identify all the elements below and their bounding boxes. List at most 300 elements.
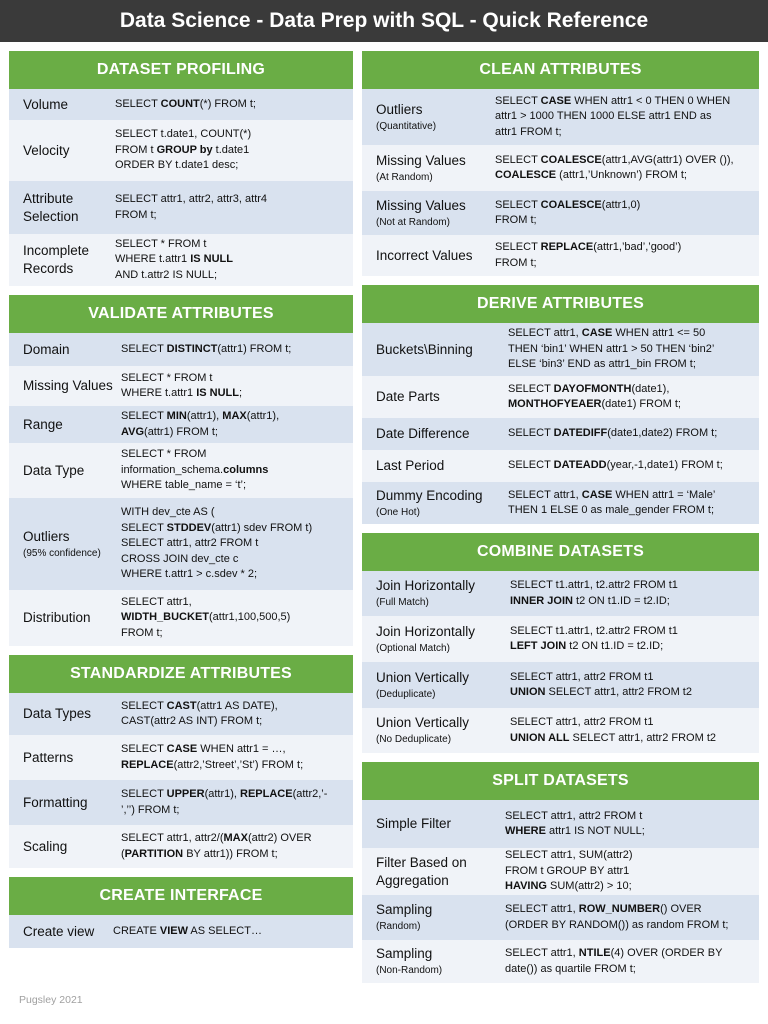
reference-row <box>9 693 353 735</box>
row-label <box>9 609 121 627</box>
sql-snippet <box>505 848 633 895</box>
reference-row <box>362 571 759 616</box>
sql-text: CROSS JOIN dev_cte c <box>121 552 239 565</box>
sql-text: BY attr1)) FROM t; <box>183 847 278 860</box>
sql-line <box>508 503 715 519</box>
sql-text: SELECT attr1, attr2, attr3, attr4 <box>115 193 268 205</box>
sql-line <box>121 505 312 521</box>
sql-keyword: LEFT JOIN <box>510 640 567 652</box>
reference-row <box>9 333 353 366</box>
sql-keyword: UNION <box>510 686 546 698</box>
sql-text: (attr2,’Street’,’St’) FROM t; <box>173 758 304 771</box>
sql-line <box>115 252 233 268</box>
row-sublabel: (95% confidence) <box>23 547 101 559</box>
sql-line <box>121 342 291 358</box>
reference-row <box>9 915 353 948</box>
sql-text: date()) as quartile FROM t; <box>505 962 636 975</box>
sql-text: (*) FROM t; <box>199 97 256 110</box>
sql-text: (attr1,AVG(attr1) OVER ()), <box>601 153 734 166</box>
sql-keyword: REPLACE <box>240 788 293 800</box>
sql-snippet <box>121 342 291 358</box>
section-combine-datasets <box>362 533 759 753</box>
sql-snippet <box>510 715 716 746</box>
sql-keyword: VIEW <box>159 924 188 937</box>
section-header: DERIVE ATTRIBUTES <box>362 285 759 323</box>
sql-text: SELECT attr1, <box>121 595 192 608</box>
sql-keyword: WHERE <box>505 825 546 837</box>
sql-keyword: AVG <box>121 425 145 438</box>
row-sublabel: (At Random) <box>376 171 433 183</box>
sql-keyword: MAX <box>222 410 247 422</box>
sql-snippet <box>510 670 692 701</box>
sql-keyword: IS NULL <box>196 387 239 399</box>
row-label <box>362 247 495 265</box>
sql-line <box>121 787 327 803</box>
sql-line <box>115 143 251 159</box>
row-label-text: Data Type <box>23 462 85 478</box>
sql-text: attr1 IS NOT NULL; <box>545 825 645 837</box>
sql-text: (ORDER BY RANDOM()) as random FROM t; <box>505 918 729 931</box>
sql-snippet <box>113 924 262 940</box>
sql-line <box>495 198 640 214</box>
sql-line <box>510 594 678 610</box>
sql-keyword: PARTITION <box>124 847 184 860</box>
sql-text: attr1 FROM t; <box>495 125 562 138</box>
sql-text: information_schema. <box>121 463 224 476</box>
sql-keyword: CASE <box>581 327 613 340</box>
sql-line <box>121 425 279 441</box>
sql-text: SELECT <box>115 97 161 110</box>
section-create-interface <box>9 877 353 948</box>
row-label-text: Create view <box>23 923 95 939</box>
sql-text: WHERE t.attr1 > c.sdev * 2; <box>121 568 258 581</box>
reference-row <box>9 443 353 498</box>
sql-line <box>495 125 730 141</box>
section-header: CREATE INTERFACE <box>9 877 353 915</box>
sql-text: ( <box>121 847 125 860</box>
reference-row <box>9 366 353 406</box>
row-label <box>9 242 115 278</box>
row-label <box>9 923 113 941</box>
reference-row <box>362 616 759 662</box>
sql-line <box>115 192 267 208</box>
row-label <box>362 623 510 656</box>
sql-text: WHEN attr1 = ‘Male’ <box>612 488 716 501</box>
sql-keyword: CASE <box>540 94 572 107</box>
row-label-text: Outliers <box>23 528 70 544</box>
sql-snippet <box>510 624 678 655</box>
row-label-text: Dummy Encoding <box>376 487 483 503</box>
row-label <box>9 528 121 561</box>
sql-text: SELECT attr1, attr2 FROM t1 <box>510 670 654 683</box>
row-sublabel: (Optional Match) <box>376 642 450 654</box>
sql-snippet <box>121 699 278 730</box>
sql-line <box>508 488 715 504</box>
sql-text: SELECT attr1, attr2 FROM t <box>121 537 259 550</box>
sql-text: AS SELECT… <box>187 924 262 937</box>
reference-row <box>362 323 759 376</box>
reference-row <box>362 800 759 848</box>
sql-text: SELECT attr1, <box>508 327 582 340</box>
left-column <box>9 51 353 957</box>
sql-keyword: CASE <box>581 488 613 501</box>
sql-text: SELECT t.date1, COUNT(*) <box>115 128 252 141</box>
sql-line <box>508 397 681 413</box>
row-label-text: Range <box>23 416 63 432</box>
row-label-text: Missing Values <box>376 197 466 213</box>
sql-line <box>121 409 279 425</box>
sql-line <box>121 521 312 537</box>
sql-text: CREATE <box>113 924 160 937</box>
sql-line <box>508 458 723 474</box>
row-label-text: Formatting <box>23 794 88 810</box>
sql-line <box>508 326 714 342</box>
sql-snippet <box>121 787 327 818</box>
sql-text: (attr1,0) <box>601 198 641 211</box>
sql-line <box>495 153 734 169</box>
sql-text: (attr1,100,500,5) <box>209 611 291 624</box>
sql-text: SELECT t1.attr1, t2.attr2 FROM t1 <box>510 579 678 591</box>
sql-line <box>505 918 729 934</box>
sql-text: (attr2,’- <box>292 788 328 800</box>
sql-text: (attr1) sdev FROM t) <box>211 521 313 534</box>
reference-row <box>9 120 353 181</box>
sql-snippet <box>505 902 729 933</box>
sql-keyword: WIDTH_BUCKET <box>121 611 209 624</box>
sql-line <box>508 342 714 358</box>
sql-line <box>510 578 678 594</box>
sql-line <box>115 158 251 174</box>
sql-line <box>505 848 633 864</box>
sql-text: () OVER <box>660 903 702 915</box>
sql-text: (attr1,’bad’,’good’) <box>593 241 682 253</box>
sql-line <box>121 831 312 847</box>
row-label <box>9 749 121 767</box>
row-label-text: Union Vertically <box>376 669 470 685</box>
section-standardize-attributes <box>9 655 353 868</box>
row-label-text: Outliers <box>376 101 423 117</box>
reference-row <box>362 145 759 191</box>
sql-line <box>121 463 268 479</box>
sql-text: SELECT <box>121 743 167 755</box>
row-label <box>362 577 510 610</box>
sql-keyword: MIN <box>166 410 187 422</box>
sql-line <box>121 371 242 387</box>
sql-snippet <box>495 94 730 141</box>
reference-row <box>9 498 353 590</box>
sql-keyword: GROUP by <box>156 143 213 156</box>
row-sublabel: (Quantitative) <box>376 120 437 132</box>
sql-keyword: DAYOFMONTH <box>553 382 632 395</box>
reference-row <box>362 235 759 276</box>
row-label <box>362 425 508 443</box>
sql-line <box>495 256 681 272</box>
sql-text: SELECT <box>121 788 167 800</box>
sql-keyword: DISTINCT <box>166 342 218 355</box>
reference-row <box>9 181 353 234</box>
sql-line <box>121 552 312 568</box>
row-label-text: Buckets\Binning <box>376 341 473 357</box>
section-clean-attributes <box>362 51 759 276</box>
sql-text: FROM t GROUP BY attr1 <box>505 864 630 877</box>
sql-text: SELECT <box>508 427 554 440</box>
sql-line <box>121 847 312 863</box>
sql-text: SELECT attr1, <box>505 947 579 959</box>
sql-text: SELECT <box>121 410 167 422</box>
sql-line <box>510 670 692 686</box>
sql-line <box>121 536 312 552</box>
sql-text: WHERE t.attr1 <box>115 253 191 266</box>
sql-snippet <box>121 447 268 494</box>
row-sublabel: (Full Match) <box>376 597 429 608</box>
sql-line <box>510 715 716 731</box>
reference-row <box>9 234 353 286</box>
sql-text: (attr1) FROM t; <box>217 342 292 355</box>
section-header: COMBINE DATASETS <box>362 533 759 571</box>
row-label <box>9 96 115 114</box>
sql-text: (date1,date2) FROM t; <box>607 427 718 440</box>
sql-text: ORDER BY t.date1 desc; <box>115 159 239 172</box>
row-label-text: Join Horizontally <box>376 578 476 593</box>
sql-text: SELECT <box>495 241 541 253</box>
sql-text: SELECT <box>121 521 167 534</box>
reference-row <box>9 780 353 825</box>
sql-line <box>505 879 633 895</box>
row-label-text: Velocity <box>23 142 70 158</box>
sql-snippet <box>508 326 714 373</box>
row-label <box>9 705 121 723</box>
sql-text: (attr2) OVER <box>247 832 312 844</box>
sql-snippet <box>121 409 279 440</box>
row-label-text: Sampling <box>376 946 433 961</box>
row-label-text: Simple Filter <box>376 816 452 831</box>
sql-snippet <box>495 198 640 229</box>
reference-row <box>9 590 353 646</box>
sql-text: ELSE ‘bin3’ END as attr1_bin FROM t; <box>508 358 696 371</box>
sql-text: WHERE table_name = ‘t’; <box>121 479 247 492</box>
row-label-text: Volume <box>23 96 69 112</box>
sql-keyword: COALESCE <box>540 198 602 211</box>
row-sublabel: (One Hot) <box>376 506 420 518</box>
sql-keyword: CAST <box>166 699 197 712</box>
sql-line <box>113 924 262 940</box>
sql-keyword: REPLACE <box>540 241 594 253</box>
sql-snippet <box>505 946 722 977</box>
row-label-text: Last Period <box>376 458 445 473</box>
sql-text: SELECT <box>121 699 167 712</box>
sql-line <box>505 962 722 978</box>
sql-text: SELECT attr1, attr2 FROM t1 <box>510 716 654 728</box>
sql-snippet <box>505 809 645 840</box>
reference-row <box>362 940 759 983</box>
reference-row <box>362 89 759 145</box>
sql-snippet <box>508 458 723 474</box>
row-label <box>362 669 510 702</box>
sql-text: THEN ‘bin1’ WHEN attr1 > 50 THEN ‘bin2’ <box>508 342 715 355</box>
sql-line <box>505 864 633 880</box>
row-label <box>9 416 121 434</box>
row-sublabel: (Random) <box>376 921 421 932</box>
row-label-text: Date Difference <box>376 426 470 441</box>
row-label-text: Scaling <box>23 838 68 854</box>
sql-line <box>121 610 290 626</box>
sql-line <box>121 478 268 494</box>
sql-line <box>121 758 303 774</box>
sql-text: SELECT * FROM <box>121 448 207 461</box>
sql-text: (attr1), <box>186 410 223 422</box>
sql-text: (attr1 AS DATE), <box>196 699 278 712</box>
sql-line <box>508 426 717 442</box>
sql-line <box>121 447 268 463</box>
reference-row <box>9 825 353 868</box>
sql-line <box>505 824 645 840</box>
row-label-text: Join Horizontally <box>376 623 476 639</box>
sql-text: SELECT <box>508 382 554 395</box>
row-label <box>362 101 495 134</box>
sql-line <box>115 268 233 284</box>
sql-text: SELECT attr1, attr2/( <box>121 832 224 844</box>
sql-snippet <box>115 192 267 223</box>
sql-line <box>505 902 729 918</box>
sql-keyword: MAX <box>223 832 248 844</box>
reference-row <box>362 450 759 482</box>
sql-line <box>121 803 327 819</box>
reference-row <box>362 376 759 418</box>
sql-text: WITH dev_cte AS ( <box>121 506 215 519</box>
row-label-text: Distribution <box>23 610 91 625</box>
row-label <box>362 854 505 890</box>
sql-text: FROM t; <box>115 208 157 221</box>
sql-text: SELECT attr1, SUM(attr2) <box>505 849 633 862</box>
sql-text: FROM t; <box>495 214 537 226</box>
row-label-text: Incomplete Records <box>23 243 90 276</box>
sql-text: (date1) FROM t; <box>601 398 681 410</box>
section-split-datasets <box>362 762 759 983</box>
sql-text: WHEN attr1 = …, <box>197 743 286 755</box>
sql-line <box>495 240 681 256</box>
sql-text: SELECT attr1, attr2 FROM t <box>505 809 643 822</box>
sql-text: FROM t <box>115 143 157 156</box>
sql-keyword: STDDEV <box>166 521 212 534</box>
sql-keyword: columns <box>223 463 269 476</box>
sql-text: SUM(attr2) > 10; <box>546 880 632 893</box>
sql-line <box>115 237 233 253</box>
section-derive-attributes <box>362 285 759 524</box>
sql-snippet <box>508 488 715 519</box>
sql-text: ’,’’) FROM t; <box>121 803 180 816</box>
sql-text: t.date1 <box>212 143 250 156</box>
sql-keyword: IS NULL <box>190 253 233 266</box>
row-label <box>362 152 495 185</box>
row-label-text: Date Parts <box>376 389 440 404</box>
row-label <box>362 945 505 978</box>
sql-snippet <box>508 426 717 442</box>
reference-row <box>362 895 759 940</box>
sql-text: ; <box>238 387 243 399</box>
sql-line <box>115 97 256 113</box>
sql-text: WHERE t.attr1 <box>121 387 197 399</box>
sql-keyword: UNION ALL <box>510 731 570 744</box>
row-label <box>9 377 121 395</box>
sql-text: (attr1), <box>204 788 241 800</box>
sql-text: FROM t; <box>121 626 163 639</box>
sql-text: AND t.attr2 IS NULL; <box>115 268 218 281</box>
sql-text: t2 ON t1.ID = t2.ID; <box>566 640 664 652</box>
row-label <box>362 457 508 475</box>
row-label-text: Data Types <box>23 706 92 721</box>
row-label <box>362 815 505 833</box>
sql-line <box>495 168 734 184</box>
page-title: Data Science - Data Prep with SQL - Quick Reference <box>0 0 768 42</box>
sql-snippet <box>115 97 256 113</box>
sql-text: SELECT attr1, attr2 FROM t2 <box>569 731 716 744</box>
sql-keyword: UPPER <box>166 788 205 800</box>
sql-text: (attr1) FROM t; <box>144 425 218 438</box>
row-label <box>9 794 121 812</box>
reference-row <box>362 191 759 235</box>
sql-line <box>508 357 714 373</box>
sql-text: SELECT attr1, attr2 FROM t2 <box>545 686 692 698</box>
row-label <box>362 487 508 520</box>
sql-keyword: INNER JOIN <box>510 594 573 607</box>
reference-row <box>362 662 759 708</box>
sql-text: THEN 1 ELSE 0 as male_gender FROM t; <box>508 504 715 516</box>
sql-keyword: ROW_NUMBER <box>578 903 661 915</box>
reference-row <box>362 848 759 895</box>
section-header: VALIDATE ATTRIBUTES <box>9 295 353 333</box>
sql-text: SELECT <box>495 94 541 107</box>
sql-snippet <box>495 153 734 184</box>
sql-line <box>510 731 716 747</box>
row-sublabel: (Non-Random) <box>376 965 443 976</box>
sql-text: SELECT <box>121 342 167 355</box>
sql-keyword: HAVING <box>505 880 547 893</box>
reference-row <box>362 708 759 753</box>
sql-keyword: MONTHOFYEAER <box>508 398 602 410</box>
sql-keyword: COUNT <box>160 97 200 110</box>
sql-text: WHEN attr1 < 0 THEN 0 WHEN <box>571 94 731 107</box>
section-header: STANDARDIZE ATTRIBUTES <box>9 655 353 693</box>
sql-keyword: DATEDIFF <box>553 427 608 440</box>
row-label-text: Attribute Selection <box>23 190 79 224</box>
sql-text: SELECT * FROM t <box>121 371 213 384</box>
sql-line <box>115 208 267 224</box>
sql-text: SELECT <box>495 153 541 166</box>
section-header: SPLIT DATASETS <box>362 762 759 800</box>
sql-text: (4) OVER (ORDER BY <box>610 947 723 959</box>
sql-text: CAST(attr2 AS INT) FROM t; <box>121 715 263 727</box>
sql-text: SELECT <box>495 198 541 211</box>
sql-text: t2 ON t1.ID = t2.ID; <box>572 594 670 607</box>
sql-text: SELECT t1.attr1, t2.attr2 FROM t1 <box>510 624 678 637</box>
reference-row <box>9 735 353 780</box>
sql-line <box>121 742 303 758</box>
author-credit: Pugsley 2021 <box>19 994 83 1006</box>
row-sublabel: (Deduplicate) <box>376 688 436 700</box>
sql-keyword: REPLACE <box>121 758 174 771</box>
sql-line <box>121 699 278 715</box>
row-label-text: Incorrect Values <box>376 247 473 263</box>
row-label-text: Missing Values <box>23 378 113 393</box>
sql-snippet <box>121 595 290 642</box>
row-label-text: Missing Values <box>376 152 466 168</box>
row-label <box>362 901 505 934</box>
sql-text: SELECT <box>508 459 554 472</box>
sql-line <box>121 595 290 611</box>
sql-keyword: COALESCE <box>495 169 557 181</box>
sql-line <box>121 567 312 583</box>
section-dataset-profiling <box>9 51 353 286</box>
